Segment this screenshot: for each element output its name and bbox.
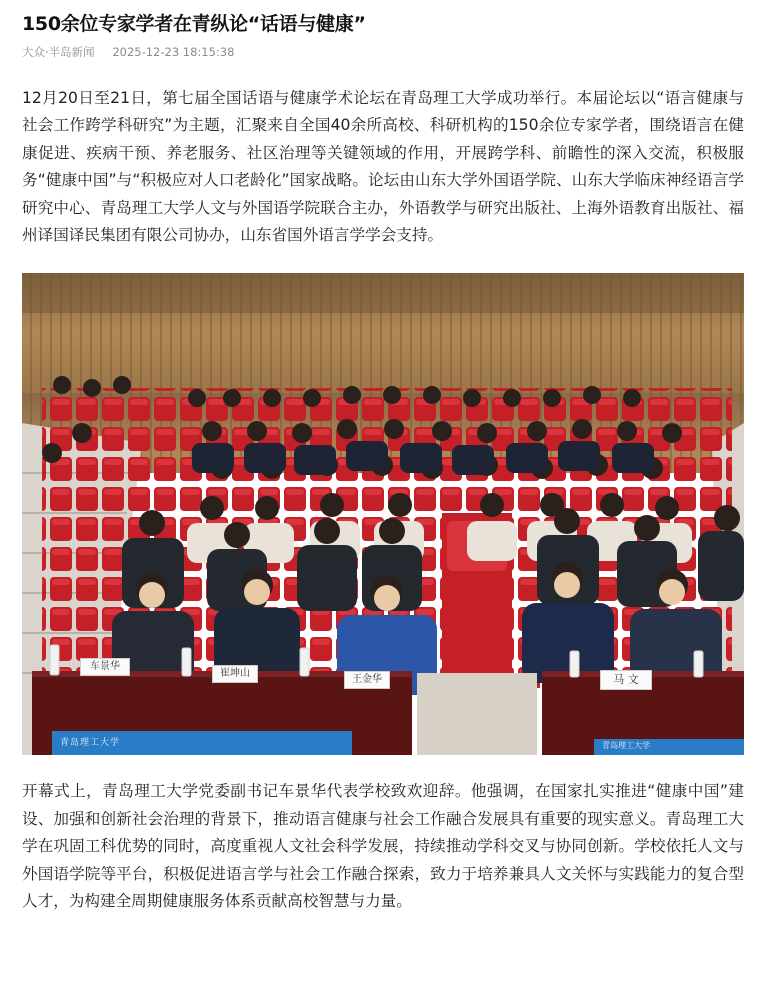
article-paragraph-1: 12月20日至21日，第七届全国话语与健康学术论坛在青岛理工大学成功举行。本届论坛以“语言健康与社会工作跨学科研究”为主题，汇聚来自全国40余所高校、科研机构的150余位专家学者，围绕语言在健康促进、疾病干预、养老服务、社区治理等关键领域的作用，开展跨学科、前瞻性的深入交流，积极服务“健康中国”与“积极应对人口老龄化”国家战略。论坛由山东大学外国语学院、山东大学临床神经语言学研究中心、青岛理工大学人文与外国语学院联合主办，外语教学与研究出版社、上海外语教育出版社、福州译国译民集团有限公司协办，山东省国外语言学学会支持。 xyxy=(22,89,744,245)
article-paragraph-2: 开幕式上，青岛理工大学党委副书记车景华代表学校致欢迎辞。他强调，在国家扎实推进“健康中国”建设、加强和创新社会治理的背景下，推动语言健康与社会工作融合发展具有重要的现实意义。青岛理工大学在巩固工科优势的同时，高度重视人文社会科学发展，持续推动学科交叉与协同创新。学校依托人文与外国语学院等平台，积极促进语言学与社会工作融合探索，致力于培养兼具人文关怀与实践能力的复合型人才，为构建全周期健康服务体系贡献高校智慧与力量。 xyxy=(22,782,744,911)
article xyxy=(22,0,744,915)
article-source[interactable]: 大众·半岛新闻 xyxy=(22,45,95,59)
article-title: 150余位专家学者在青纵论“话语与健康” xyxy=(22,13,366,35)
nameplate-1: 车景华 xyxy=(80,658,130,676)
nameplate-3: 王金华 xyxy=(344,671,390,689)
article-timestamp: 2025-12-23 18:15:38 xyxy=(112,45,235,59)
article-meta xyxy=(22,44,744,60)
article-photo[interactable] xyxy=(22,273,744,755)
nameplate-4: 马 文 xyxy=(600,670,652,690)
photo-banner-right: 青岛理工大学 xyxy=(602,741,650,751)
photo-banner-left: 青岛理工大学 xyxy=(60,738,121,749)
nameplate-2: 崔坤山 xyxy=(212,665,258,683)
